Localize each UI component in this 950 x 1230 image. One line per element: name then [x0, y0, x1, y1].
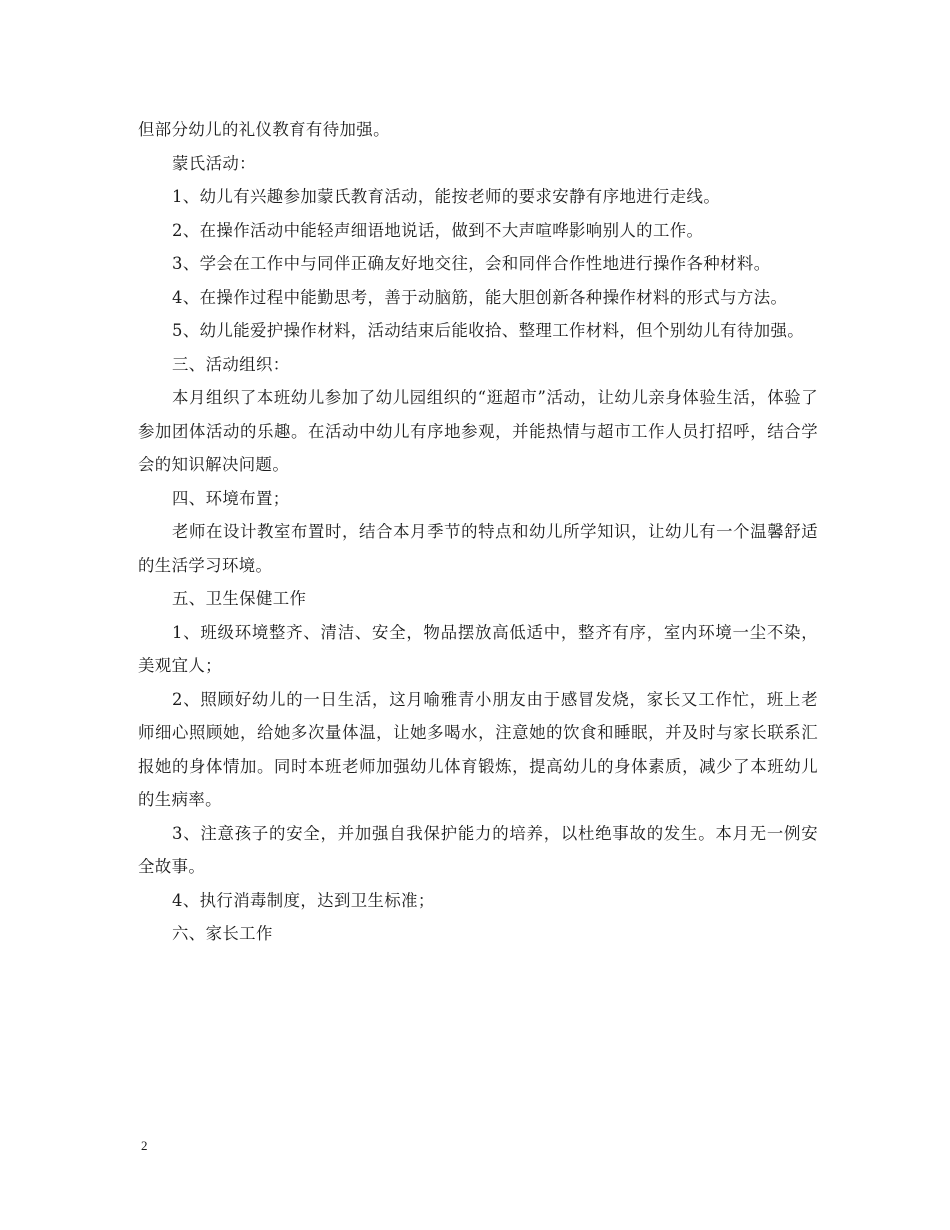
section-heading-health-care: 五、卫生保健工作: [172, 589, 307, 608]
heading-montessori-activities: 蒙氏活动：: [172, 153, 256, 173]
page-number: 2: [141, 1138, 148, 1153]
list-item-health-4: 4、执行消毒制度，达到卫生标准；: [172, 890, 435, 910]
list-item-montessori-4: 4、在操作过程中能勤思考，善于动脑筋，能大胆创新各种操作材料的形式与方法。: [172, 287, 788, 307]
section-heading-activity-organization: 三、活动组织：: [172, 354, 290, 374]
paragraph-continuation: 但部分幼儿的礼仪教育有待加强。: [138, 120, 390, 139]
paragraph-classroom-environment: 老师在设计教室布置时，结合本月季节的特点和幼儿所学知识，让幼儿有一个温馨舒适的生活学习环境。: [138, 522, 818, 575]
document-body: [138, 113, 818, 951]
list-item-montessori-2: 2、在操作活动中能轻声细语地说话，做到不大声喧哗影响别人的工作。: [172, 220, 704, 240]
list-item-health-2: 2、照顾好幼儿的一日生活，这月喻雅青小朋友由于感冒发烧，家长又工作忙，班上老师细心照顾她，给她多次量体温，让她多喝水，注意她的饮食和睡眠，并及时与家长联系汇报她的身体情加。同时本班老师加强幼儿体育锻炼，提高幼儿的身体素质，减少了本班幼儿的生病率。: [138, 689, 818, 809]
list-item-montessori-1: 1、幼儿有兴趣参加蒙氏教育活动，能按老师的要求安静有序地进行走线。: [172, 187, 721, 206]
section-heading-environment: 四、环境布置；: [172, 488, 290, 508]
paragraph-supermarket-activity: 本月组织了本班幼儿参加了幼儿园组织的“逛超市”活动，让幼儿亲身体验生活，体验了参加团体活动的乐趣。在活动中幼儿有序地参观，并能热情与超市工作人员打招呼，结合学会的知识解决问题。: [138, 388, 818, 474]
section-heading-parent-work: 六、家长工作: [172, 924, 273, 943]
list-item-montessori-5: 5、幼儿能爱护操作材料，活动结束后能收拾、整理工作材料，但个别幼儿有待加强。: [172, 321, 805, 340]
list-item-health-1: 1、班级环境整齐、清洁、安全，物品摆放高低适中，整齐有序，室内环境一尘不染，美观宜人；: [138, 622, 818, 675]
list-item-montessori-3: 3、学会在工作中与同伴正确友好地交往，会和同伴合作性地进行操作各种材料。: [172, 254, 771, 273]
list-item-health-3: 3、注意孩子的安全，并加强自我保护能力的培养，以杜绝事故的发生。本月无一例安全故事。: [138, 823, 818, 876]
